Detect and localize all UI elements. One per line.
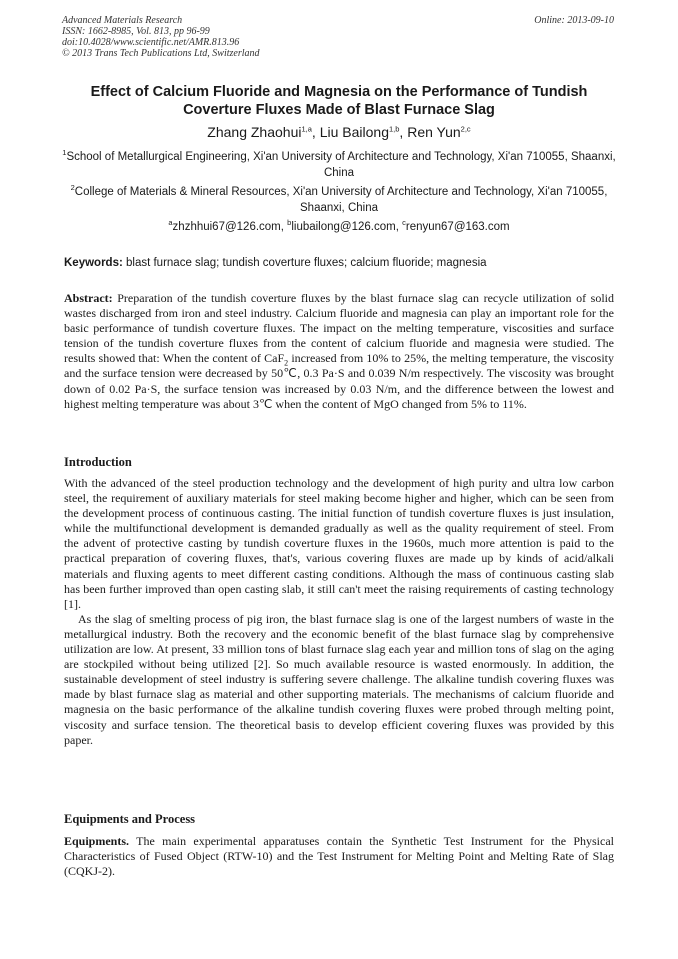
equipments-lead: Equipments. [64,834,130,848]
copyright-line: © 2013 Trans Tech Publications Ltd, Switzerland [62,48,260,59]
affiliation-2 [60,184,618,216]
paragraph: With the advanced of the steel production technology and the development of high purity and ultra low carbon steel, the requirement of auxiliary materials for steel making become higher and higher, which can be seen from the development process of continuous casting. The initial function of tundish coverture fluxes is just insulation, while the multifunctional development is demanded gradually as well as the quality requirement of steel. From the advent of protective casting by tundish coverture fluxes in the 1960s, much more attention is paid to the practical preparation of covering fluxes, that's, various covering fluxes are made up by kinds of acid/alkali materials and fluxing agents to meet different casting conditions. Although the mass of continuous casting slab has been further improved than open casting slab, it still can't meet the raising requirements of casting technology [1]. [64,476,614,611]
author-sup: 1,b [388,124,400,134]
email-list: $^a$zhzhhui67@126.com, $^b$liubailong@126.com, $^c$renyun67@163.com [168,218,510,233]
author-name: Zhang Zhaohui [207,124,302,140]
journal-name: Advanced Materials Research [62,15,183,26]
author-sup: 1,a [301,124,312,134]
author-name: Liu Bailong [319,124,389,140]
issn-line: ISSN: 1662-8985, Vol. 813, pp 96-99 [62,26,210,37]
keywords-label: Keywords: [64,257,123,269]
email-sup: c [402,218,406,228]
abstract-label: Abstract: [64,291,113,305]
equipments-heading: Equipments and Process [64,812,196,826]
abstract-subscript: 2 [284,358,289,368]
author-name: Ren Yun [407,124,461,140]
author-sup: 2,c [460,124,471,134]
online-date: Online: 2013-09-10 [534,15,614,26]
abstract [64,291,614,412]
paper-title: Effect of Calcium Fluoride and Magnesia on the Performance of Tundish Coverture Fluxes Made of Blast Furnace Slag [90,84,588,118]
affiliation-sup: 2 [70,183,75,193]
abstract-text-b: increased from 10% to 25%, the melting temperature, the viscosity and the surface tension were decreased by 50℃, 0.3 Pa·S and 0.039 N/m respectively. The viscosity was brought down of 0.02 Pa·S, the surface tension was increased by 0.03 N/m, and the difference between the lowest and highest melting temperature was about 3℃ when the content of MgO changed from 5% to 11%. [64,351,614,411]
doi-line: doi:10.4028/www.scientific.net/AMR.813.96 [62,37,240,48]
affiliation-1 [60,149,618,181]
keywords [64,256,616,271]
introduction-heading: Introduction [64,455,132,469]
equipments-body [64,834,614,879]
paragraph: As the slag of smelting process of pig iron, the blast furnace slag is one of the largest numbers of waste in the metallurgical industry. Both the recovery and the economic benefit of the blast furnace slag by comprehensive utilization are low. At present, 33 million tons of blast furnace slag each year and million tons of slag on the aging are stockpiled without being utilized [2]. So much available resource is wasted enormously. In addition, the sustainable development of steel industry is suffering severe challenge. The alkaline tundish covering fluxes was made by blast furnace slag as material and other supporting materials. The mechanisms of calcium fluoride and magnesia on the basic performance of the alkaline tundish covering fluxes were probed through melting point, viscosity and surface tension. The theoretical basis to develop efficient covering fluxes was provided by this paper. [64,611,614,747]
email-sup: a [168,218,173,228]
abstract-text-a: Preparation of the tundish coverture fluxes by the blast furnace slag can recycle utilization of solid wastes discharged from iron and steel industry. Calcium fluoride and magnesia can play an important role for the basic performance of tundish coverture fluxes. The impact on the melting temperature, viscosities and surface tension of the tundish coverture fluxes from the content of calcium fluoride and magnesia were studied. The results showed that: When the content of CaF [64,291,614,366]
equipments-text: The main experimental apparatuses contain the Synthetic Test Instrument for the Physical Characteristics of Fused Object (RTW-10) and the Test Instrument for Melting Point and Melting Rate of Slag (CQKJ-2). [64,834,614,879]
author-list: Zhang Zhaohui$^{1,a}$, Liu Bailong$^{1,b}$, Ren Yun$^{2,c}$ [207,124,471,140]
affiliation-text: College of Materials & Mineral Resources, Xi'an University of Architecture and Technology, Xi'an 710055, Shaanxi, China [74,186,608,214]
introduction-body [64,476,614,748]
email-sup: b [287,218,292,228]
email-address: renyun67@163.com [405,221,510,233]
email-address: liubailong@126.com [291,221,396,233]
keywords-text: blast furnace slag; tundish coverture fluxes; calcium fluoride; magnesia [126,257,487,269]
affiliation-text: School of Metallurgical Engineering, Xi'an University of Architecture and Technology, Xi'an 710055, Shaanxi, China [66,151,616,179]
email-address: zhzhhui67@126.com [172,221,281,233]
affiliation-sup: 1 [62,148,67,158]
journal-header [62,15,260,59]
